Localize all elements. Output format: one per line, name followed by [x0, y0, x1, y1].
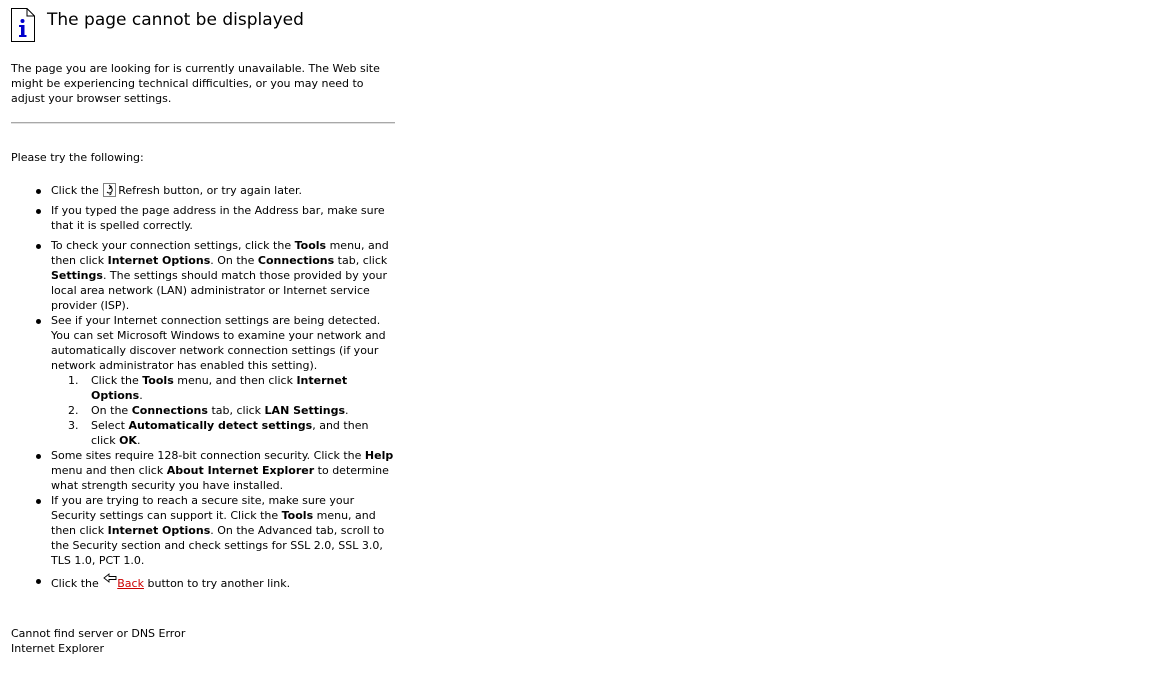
page-title: The page cannot be displayed [47, 10, 304, 30]
error-page [11, 8, 395, 656]
error-type: Cannot find server or DNS Error [11, 627, 186, 640]
back-link[interactable]: Back [117, 577, 144, 590]
list-item: To check your connection settings, click the Tools menu, and then click Internet Options. On the Connections tab, click Settings. The settings should match those provided by your local area network (LAN) administrator or Internet service provider (ISP). [11, 238, 395, 313]
intro-text: The page you are looking for is currently unavailable. The Web site might be experiencing technical difficulties, or you may need to adjust your browser settings. [11, 62, 380, 105]
back-arrow-icon[interactable] [103, 573, 117, 585]
step-item: 2. On the Connections tab, click LAN Settings. [68, 404, 349, 417]
list-item: If you typed the page address in the Address bar, make sure that it is spelled correctly. [11, 203, 395, 233]
try-following-label: Please try the following: [11, 151, 144, 164]
step-item: 1. Click the Tools menu, and then click Internet Options. [68, 374, 348, 402]
error-footer [11, 626, 395, 656]
steps-list [51, 373, 395, 448]
tips-list [11, 183, 395, 591]
list-item: Click the Back button to try another link. [11, 573, 395, 591]
refresh-icon [103, 183, 116, 197]
list-item: See if your Internet connection settings are being detected. You can set Microsoft Windows to examine your network and automatically discover network connection settings (if your network administrator has enabled this setting). 1. Click the Tools menu, and then click Internet Options. 2. On the Connections tab, click LAN Settings. 3. Select Automatically detect settings, and then click OK. [11, 313, 395, 448]
error-header [11, 8, 395, 44]
list-item: If you are trying to reach a secure site, make sure your Security settings can support it. Click the Tools menu, and then click Internet Options. On the Advanced tab, scroll to the Security section and check settings for SSL 2.0, SSL 3.0, TLS 1.0, PCT 1.0. [11, 493, 395, 568]
list-item: Click the Refresh button, or try again later. [11, 183, 395, 198]
divider [11, 122, 395, 124]
info-icon [11, 8, 35, 42]
step-item: 3. Select Automatically detect settings, and then click OK. [68, 419, 369, 447]
app-name: Internet Explorer [11, 642, 104, 655]
list-item: Some sites require 128-bit connection security. Click the Help menu and then click About Internet Explorer to determine what strength security you have installed. [11, 448, 395, 493]
